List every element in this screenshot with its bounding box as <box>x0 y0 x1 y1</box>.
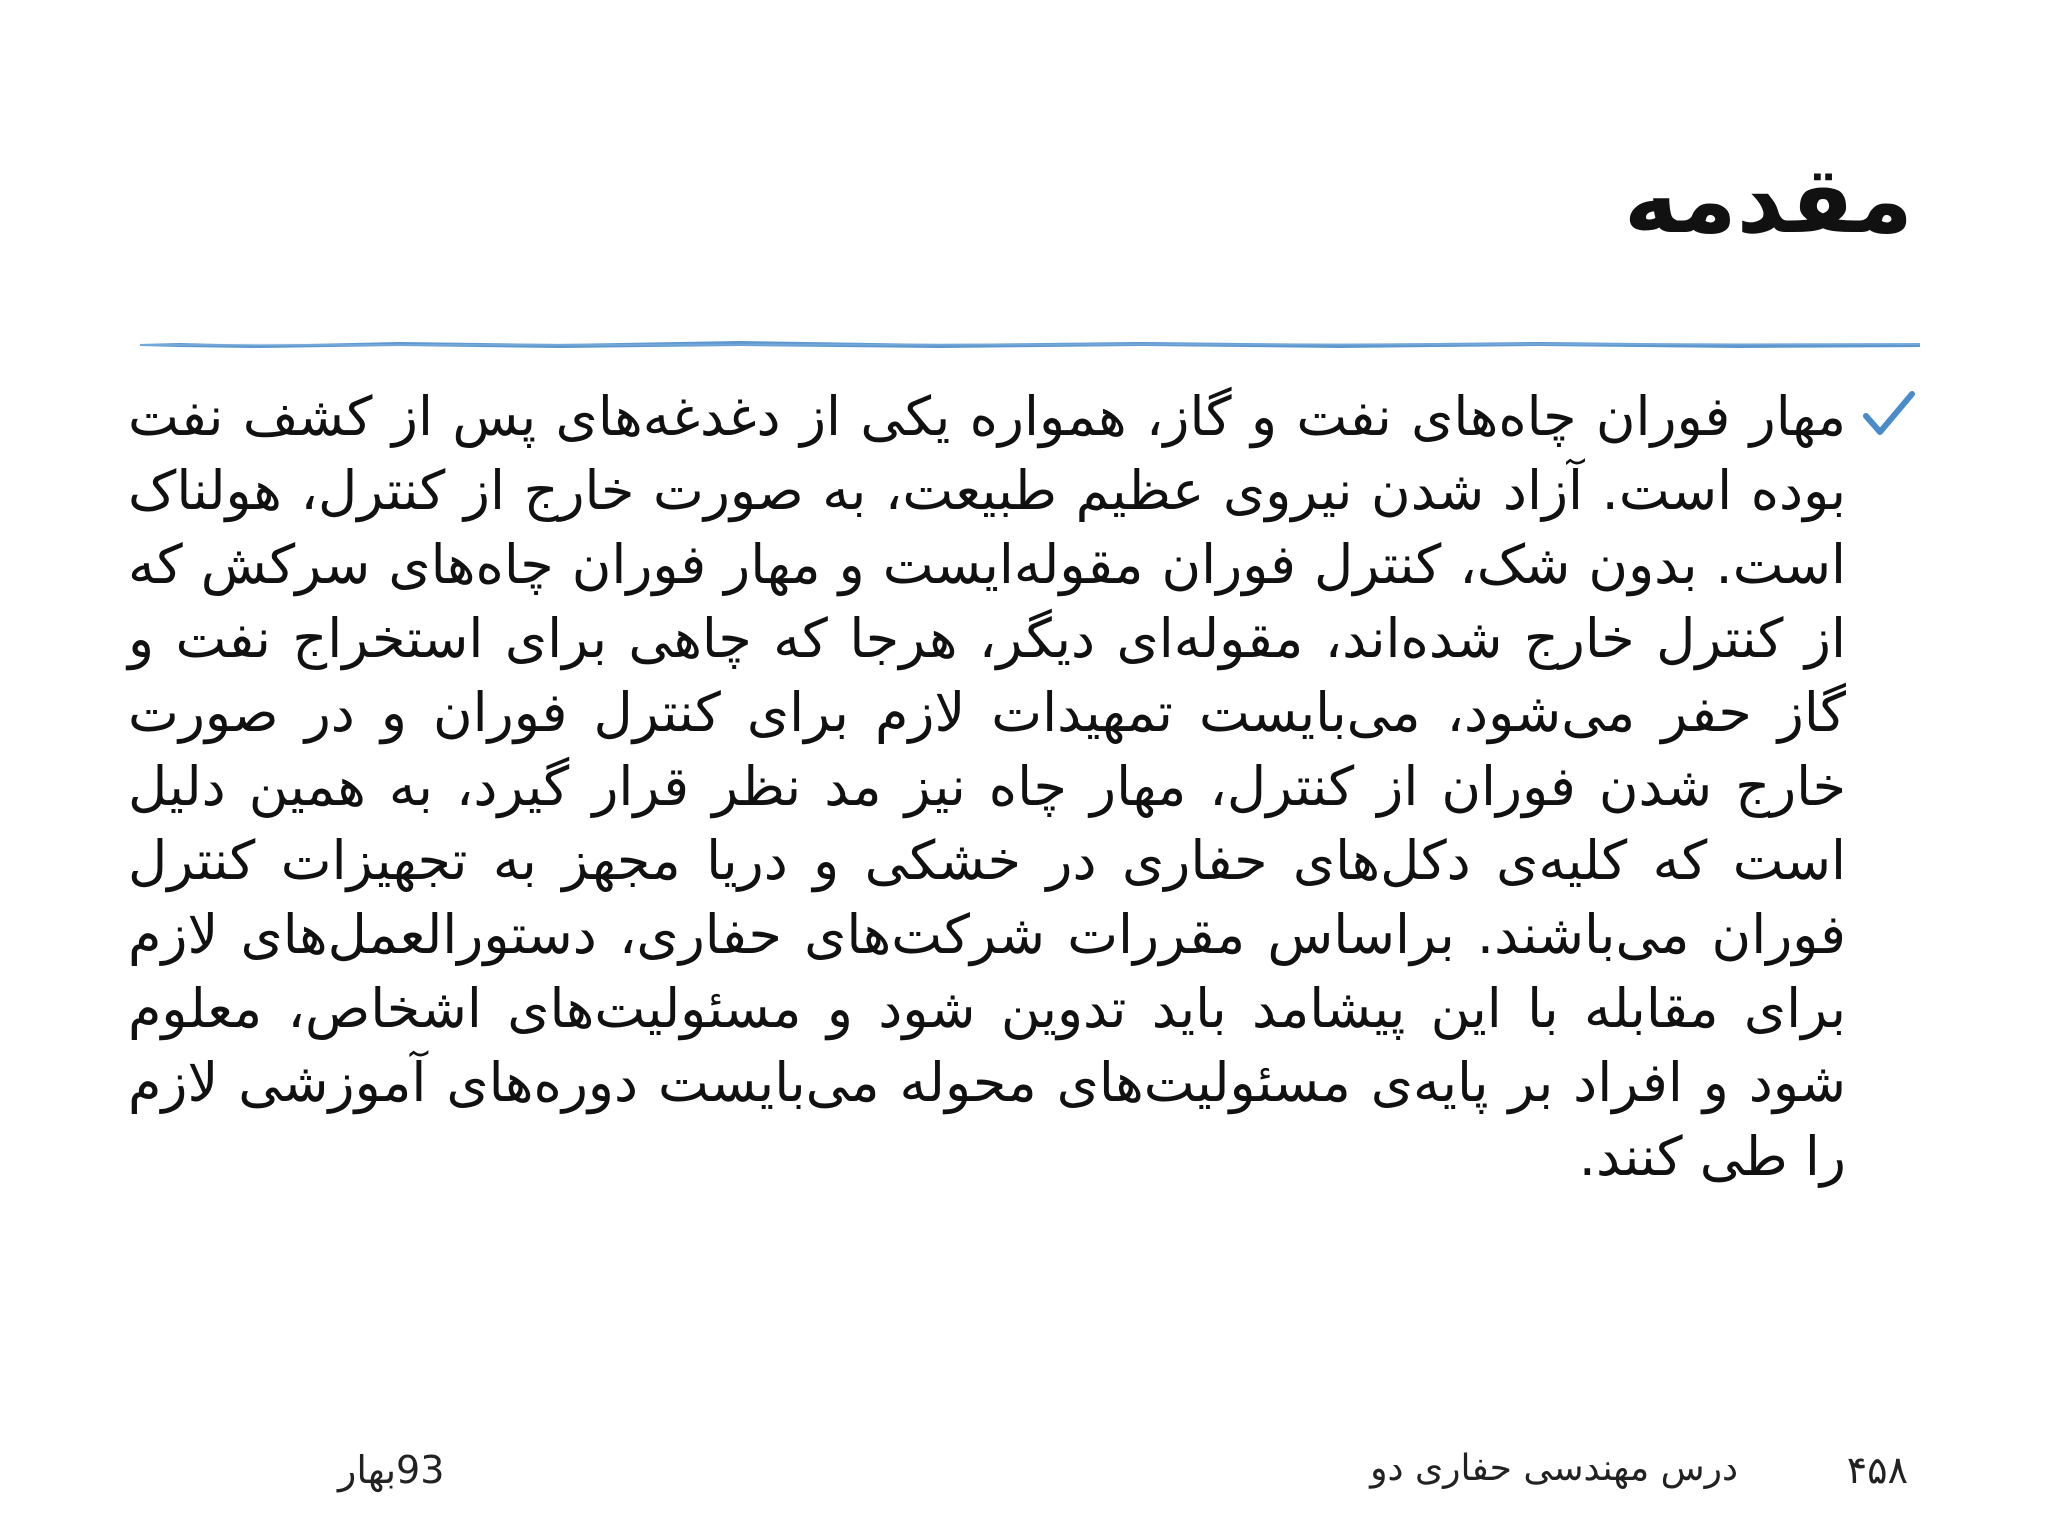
title-divider <box>140 335 1920 353</box>
bullet-item <box>128 380 1908 1194</box>
term-label: 93بهار <box>338 1448 445 1492</box>
course-name: درس مهندسی حفاری دو <box>1370 1448 1738 1489</box>
content-area <box>128 380 1908 1194</box>
slide-title: مقدمه <box>1623 147 1913 254</box>
checkmark-icon <box>1858 386 1918 446</box>
body-paragraph: مهار فوران چاه‌های نفت و گاز، همواره یکی از دغدغه‌های پس از کشف نفت بوده است. آزاد شدن نیروی عظیم طبیعت، به صورت خارج از کنترل، هولناک است. بدون شک، کنترل فوران مقوله‌ایست و مهار فوران چاه‌های سرکش که از کنترل خارج شده‌اند، مقوله‌ای دیگر، هرجا که چاهی برای استخراج نفت و گاز حفر می‌شود، می‌بایست تمهیدات لازم برای کنترل فوران و در صورت خارج شدن فوران از کنترل، مهار چاه نیز مد نظر قرار گیرد، به همین دلیل است که کلیه‌ی دکل‌های حفاری در خشکی و دریا مجهز به تجهیزات کنترل فوران می‌باشند. براساس مقررات شرکت‌های حفاری، دستورالعمل‌های لازم برای مقابله با این پیشامد باید تدوین شود و مسئولیت‌های اشخاص، معلوم شود و افراد بر پایه‌ی مسئولیت‌های محوله می‌بایست دوره‌های آموزشی لازم را طی کنند. <box>128 385 1846 1188</box>
page-number: ۴۵۸ <box>1846 1448 1908 1492</box>
